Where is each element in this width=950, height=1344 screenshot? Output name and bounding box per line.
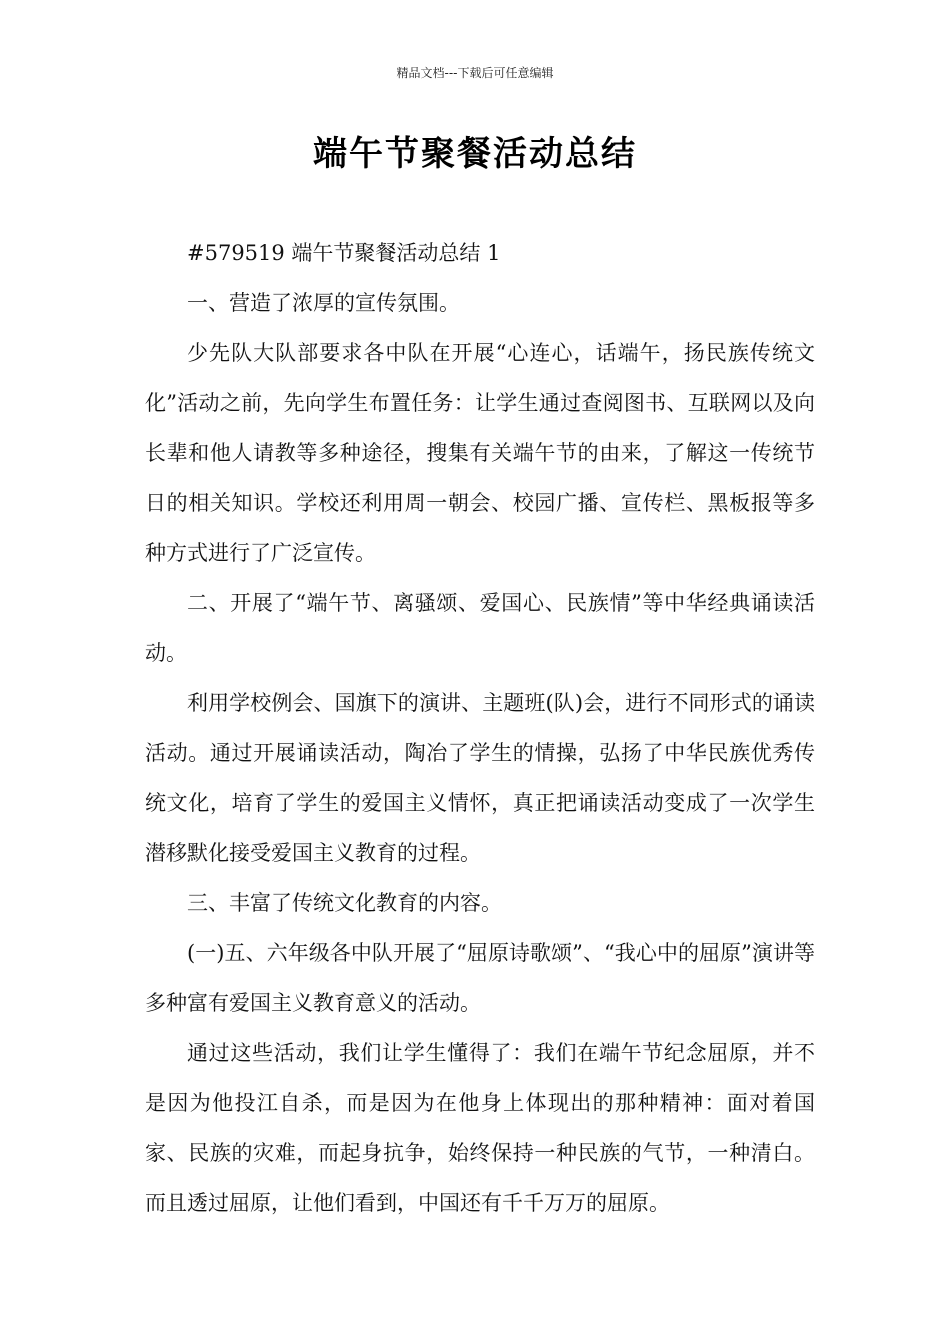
paragraph-section-1-heading: 一、营造了浓厚的宣传氛围。 bbox=[187, 291, 460, 315]
paragraph-section-1-body: 少先队大队部要求各中队在开展“心连心，话端午，扬民族传统文化”活动之前，先向学生布置任务：让学生通过查阅图书、互联网以及向长辈和他人请教等多种途径，搜集有关端午节的由来，了解这一传统节日的相关知识。学校还利用周一朝会、校园广播、宣传栏、黑板报等多种方式进行了广泛宣传。 bbox=[145, 341, 815, 565]
paragraph-section-2-heading: 二、开展了“端午节、离骚颂、爱国心、民族情”等中华经典诵读活动。 bbox=[145, 591, 815, 665]
paragraph-section-3-item-1: (一)五、六年级各中队开展了“屈原诗歌颂”、“我心中的屈原”演讲等多种富有爱国主义教育意义的活动。 bbox=[145, 941, 815, 1015]
header-note: 精品文档---下载后可任意编辑 bbox=[396, 66, 554, 80]
paragraph-subtitle: #579519 端午节聚餐活动总结 1 bbox=[187, 241, 501, 265]
paragraph-section-3-body: 通过这些活动，我们让学生懂得了：我们在端午节纪念屈原，并不是因为他投江自杀，而是因为在他身上体现出的那种精神：面对着国家、民族的灾难，而起身抗争，始终保持一种民族的气节，一种清白。而且透过屈原，让他们看到，中国还有千千万万的屈原。 bbox=[145, 1041, 815, 1215]
paragraph-section-3-heading: 三、丰富了传统文化教育的内容。 bbox=[187, 891, 502, 915]
paragraph-section-2-body: 利用学校例会、国旗下的演讲、主题班(队)会，进行不同形式的诵读活动。通过开展诵读活动，陶冶了学生的情操，弘扬了中华民族优秀传统文化，培育了学生的爱国主义情怀，真正把诵读活动变成了一次学生潜移默化接受爱国主义教育的过程。 bbox=[145, 691, 815, 865]
document-title: 端午节聚餐活动总结 bbox=[313, 134, 637, 174]
document-body bbox=[145, 228, 815, 1228]
